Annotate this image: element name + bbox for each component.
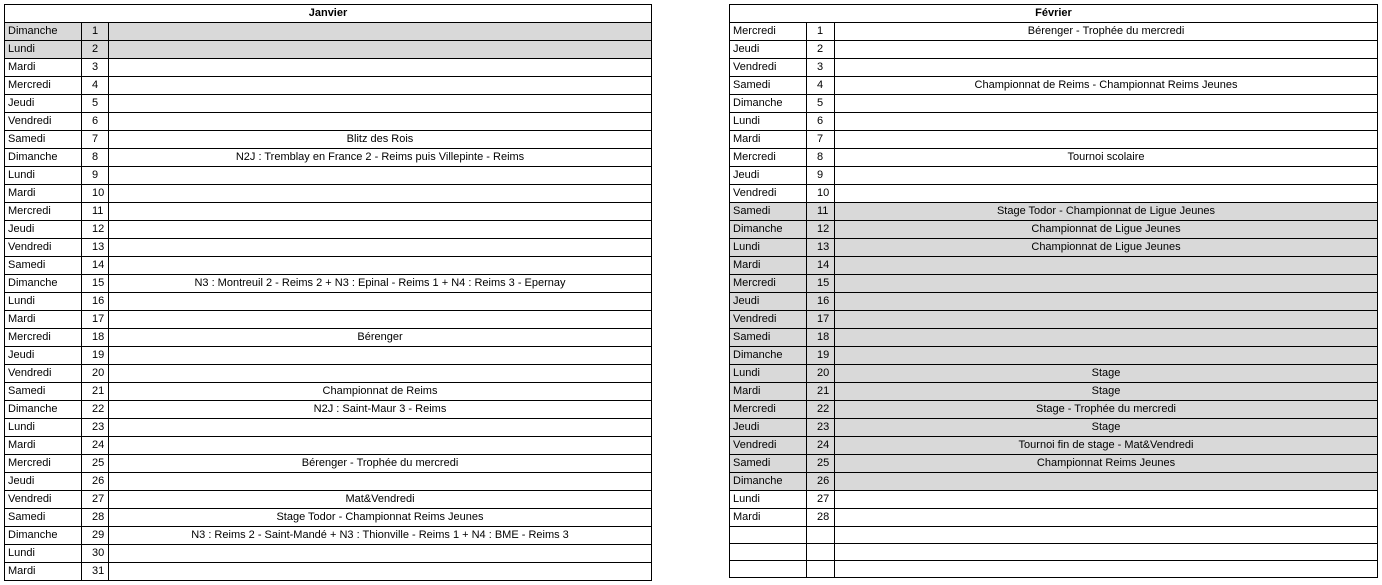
day-name-cell[interactable]: Vendredi (730, 59, 807, 77)
day-number-cell[interactable]: 3 (807, 59, 835, 77)
day-name-cell[interactable]: Samedi (730, 77, 807, 95)
day-number-cell[interactable]: 12 (82, 221, 109, 239)
calendar-row (730, 401, 1378, 419)
event-cell[interactable] (835, 167, 1378, 185)
day-number-cell[interactable]: 13 (82, 239, 109, 257)
calendar-row (5, 347, 652, 365)
day-name-cell[interactable]: Dimanche (5, 149, 82, 167)
event-cell[interactable]: Championnat de Ligue Jeunes (835, 221, 1378, 239)
event-cell[interactable] (109, 473, 652, 491)
event-cell[interactable] (109, 347, 652, 365)
calendar-row (730, 419, 1378, 437)
calendar-row (730, 149, 1378, 167)
day-name-cell[interactable]: Jeudi (730, 41, 807, 59)
calendar-row (5, 437, 652, 455)
day-number-cell[interactable]: 11 (82, 203, 109, 221)
day-name-cell[interactable]: Vendredi (5, 113, 82, 131)
day-number-cell[interactable] (807, 544, 835, 561)
day-name-cell[interactable]: Samedi (730, 329, 807, 347)
day-name-cell[interactable]: Lundi (5, 167, 82, 185)
calendar-row (5, 563, 652, 581)
day-number-cell[interactable]: 9 (807, 167, 835, 185)
day-number-cell[interactable]: 14 (82, 257, 109, 275)
calendar-row (730, 77, 1378, 95)
event-cell[interactable]: Bérenger - Trophée du mercredi (835, 23, 1378, 41)
day-number-cell[interactable]: 5 (807, 95, 835, 113)
calendar-row (730, 509, 1378, 527)
calendar-row (5, 59, 652, 77)
event-cell[interactable]: Stage Todor - Championnat Reims Jeunes (109, 509, 652, 527)
event-cell[interactable] (835, 491, 1378, 509)
day-name-cell[interactable]: Lundi (730, 491, 807, 509)
day-name-cell[interactable]: Mardi (5, 311, 82, 329)
day-number-cell[interactable]: 20 (82, 365, 109, 383)
day-number-cell[interactable] (807, 561, 835, 578)
event-cell[interactable] (109, 167, 652, 185)
calendar-row (730, 473, 1378, 491)
calendar-row (5, 527, 652, 545)
day-number-cell[interactable]: 18 (807, 329, 835, 347)
day-name-cell[interactable] (730, 561, 807, 578)
day-number-cell[interactable]: 28 (82, 509, 109, 527)
day-name-cell[interactable]: Mercredi (730, 275, 807, 293)
day-number-cell[interactable]: 16 (807, 293, 835, 311)
event-cell[interactable] (835, 257, 1378, 275)
calendar-row (730, 561, 1378, 578)
day-number-cell[interactable]: 27 (807, 491, 835, 509)
day-number-cell[interactable]: 7 (807, 131, 835, 149)
day-number-cell[interactable]: 9 (82, 167, 109, 185)
day-name-cell[interactable]: Lundi (5, 545, 82, 563)
day-name-cell[interactable]: Mercredi (5, 329, 82, 347)
day-number-cell[interactable]: 4 (807, 77, 835, 95)
day-number-cell[interactable]: 11 (807, 203, 835, 221)
day-name-cell[interactable]: Samedi (730, 455, 807, 473)
calendar-row (5, 365, 652, 383)
event-cell[interactable] (835, 329, 1378, 347)
day-name-cell[interactable]: Dimanche (730, 95, 807, 113)
day-number-cell[interactable]: 15 (82, 275, 109, 293)
day-name-cell[interactable]: Vendredi (730, 437, 807, 455)
calendar-row (730, 95, 1378, 113)
day-number-cell[interactable]: 17 (807, 311, 835, 329)
event-cell[interactable] (109, 185, 652, 203)
day-number-cell[interactable]: 2 (82, 41, 109, 59)
event-cell[interactable] (835, 509, 1378, 527)
day-number-cell[interactable]: 19 (807, 347, 835, 365)
day-number-cell[interactable]: 10 (82, 185, 109, 203)
calendar-row (730, 257, 1378, 275)
calendar-row (5, 545, 652, 563)
calendar-row (5, 131, 652, 149)
day-name-cell[interactable]: Jeudi (5, 347, 82, 365)
calendar-row (5, 185, 652, 203)
event-cell[interactable]: Stage (835, 383, 1378, 401)
day-number-cell[interactable]: 21 (82, 383, 109, 401)
day-number-cell[interactable]: 3 (82, 59, 109, 77)
day-name-cell[interactable]: Dimanche (730, 347, 807, 365)
day-name-cell[interactable]: Lundi (730, 113, 807, 131)
calendar-row (730, 131, 1378, 149)
calendar-row (5, 329, 652, 347)
day-number-cell[interactable]: 12 (807, 221, 835, 239)
month-title-fevrier: Février (730, 5, 1378, 23)
event-cell[interactable]: Championnat Reims Jeunes (835, 455, 1378, 473)
calendar-row (5, 419, 652, 437)
calendar-row (730, 41, 1378, 59)
day-name-cell[interactable]: Mercredi (5, 455, 82, 473)
event-cell[interactable] (835, 347, 1378, 365)
day-number-cell[interactable]: 25 (807, 455, 835, 473)
calendar-row (5, 257, 652, 275)
day-name-cell[interactable]: Mardi (730, 509, 807, 527)
event-cell[interactable]: Tournoi scolaire (835, 149, 1378, 167)
event-cell[interactable] (109, 293, 652, 311)
calendar-row (5, 95, 652, 113)
calendar-row (730, 167, 1378, 185)
event-cell[interactable] (835, 275, 1378, 293)
day-name-cell[interactable]: Samedi (5, 383, 82, 401)
event-cell[interactable] (109, 239, 652, 257)
day-name-cell[interactable]: Lundi (5, 293, 82, 311)
calendar-row (730, 347, 1378, 365)
day-name-cell[interactable]: Mardi (5, 59, 82, 77)
day-name-cell[interactable]: Mardi (5, 185, 82, 203)
day-name-cell[interactable]: Jeudi (730, 167, 807, 185)
event-cell[interactable] (835, 293, 1378, 311)
day-number-cell[interactable]: 26 (807, 473, 835, 491)
day-name-cell[interactable]: Vendredi (730, 311, 807, 329)
day-name-cell[interactable]: Mercredi (5, 203, 82, 221)
event-cell[interactable]: Bérenger - Trophée du mercredi (109, 455, 652, 473)
day-number-cell[interactable]: 10 (807, 185, 835, 203)
day-number-cell[interactable]: 24 (82, 437, 109, 455)
day-name-cell[interactable]: Samedi (5, 131, 82, 149)
day-number-cell[interactable]: 31 (82, 563, 109, 581)
day-name-cell[interactable]: Samedi (5, 509, 82, 527)
event-cell[interactable]: Championnat de Reims - Championnat Reims Jeunes (835, 77, 1378, 95)
event-cell[interactable]: Championnat de Ligue Jeunes (835, 239, 1378, 257)
day-name-cell[interactable]: Mardi (730, 383, 807, 401)
event-cell[interactable] (109, 365, 652, 383)
event-cell[interactable] (109, 59, 652, 77)
event-cell[interactable] (109, 41, 652, 59)
day-name-cell[interactable]: Mardi (730, 131, 807, 149)
event-cell[interactable]: Tournoi fin de stage - Mat&Vendredi (835, 437, 1378, 455)
day-number-cell[interactable]: 8 (82, 149, 109, 167)
event-cell[interactable] (109, 545, 652, 563)
day-number-cell[interactable]: 25 (82, 455, 109, 473)
day-number-cell[interactable]: 20 (807, 365, 835, 383)
event-cell[interactable]: N3 : Montreuil 2 - Reims 2 + N3 : Epinal - Reims 1 + N4 : Reims 3 - Epernay (109, 275, 652, 293)
day-number-cell[interactable]: 4 (82, 77, 109, 95)
day-number-cell[interactable]: 18 (82, 329, 109, 347)
calendar-row (5, 311, 652, 329)
calendar-row (5, 455, 652, 473)
event-cell[interactable] (109, 437, 652, 455)
calendar-row (5, 113, 652, 131)
calendar-row (5, 473, 652, 491)
calendar-row (5, 239, 652, 257)
day-number-cell[interactable]: 28 (807, 509, 835, 527)
calendar-row (5, 167, 652, 185)
calendar-row (730, 491, 1378, 509)
calendar-row (5, 401, 652, 419)
day-number-cell[interactable]: 22 (807, 401, 835, 419)
event-cell[interactable] (835, 544, 1378, 561)
calendar-row (730, 383, 1378, 401)
event-cell[interactable]: N3 : Reims 2 - Saint-Mandé + N3 : Thionville - Reims 1 + N4 : BME - Reims 3 (109, 527, 652, 545)
day-number-cell[interactable]: 26 (82, 473, 109, 491)
day-number-cell[interactable]: 13 (807, 239, 835, 257)
day-name-cell[interactable]: Lundi (730, 239, 807, 257)
event-cell[interactable]: Mat&Vendredi (109, 491, 652, 509)
day-number-cell[interactable]: 19 (82, 347, 109, 365)
event-cell[interactable] (835, 473, 1378, 491)
day-name-cell[interactable]: Samedi (730, 203, 807, 221)
day-name-cell[interactable]: Vendredi (5, 239, 82, 257)
day-name-cell[interactable]: Dimanche (5, 275, 82, 293)
calendar-row (5, 509, 652, 527)
day-number-cell[interactable]: 14 (807, 257, 835, 275)
calendar-row (5, 23, 652, 41)
event-cell[interactable] (109, 311, 652, 329)
day-name-cell[interactable] (730, 544, 807, 561)
day-name-cell[interactable]: Vendredi (5, 365, 82, 383)
event-cell[interactable]: N2J : Tremblay en France 2 - Reims puis Villepinte - Reims (109, 149, 652, 167)
day-number-cell[interactable]: 6 (807, 113, 835, 131)
calendar-row (730, 455, 1378, 473)
event-cell[interactable] (109, 257, 652, 275)
day-name-cell[interactable]: Jeudi (730, 293, 807, 311)
calendar-row (5, 275, 652, 293)
calendar-row (730, 23, 1378, 41)
calendar-row (5, 221, 652, 239)
calendar-row (730, 221, 1378, 239)
event-cell[interactable] (835, 95, 1378, 113)
day-number-cell[interactable]: 1 (82, 23, 109, 41)
event-cell[interactable] (109, 419, 652, 437)
event-cell[interactable]: Blitz des Rois (109, 131, 652, 149)
day-number-cell[interactable]: 8 (807, 149, 835, 167)
event-cell[interactable] (109, 563, 652, 581)
event-cell[interactable]: Stage - Trophée du mercredi (835, 401, 1378, 419)
day-name-cell[interactable]: Mardi (730, 257, 807, 275)
calendar-row (730, 329, 1378, 347)
event-cell[interactable] (835, 561, 1378, 578)
calendar-row (5, 383, 652, 401)
calendar-row (5, 41, 652, 59)
day-name-cell[interactable]: Dimanche (730, 473, 807, 491)
day-name-cell[interactable]: Lundi (730, 365, 807, 383)
day-number-cell[interactable]: 2 (807, 41, 835, 59)
day-number-cell[interactable]: 6 (82, 113, 109, 131)
event-cell[interactable] (835, 527, 1378, 544)
day-name-cell[interactable]: Mercredi (730, 401, 807, 419)
day-name-cell[interactable]: Vendredi (730, 185, 807, 203)
calendar-row (730, 185, 1378, 203)
calendar-row (5, 203, 652, 221)
event-cell[interactable] (835, 113, 1378, 131)
day-number-cell[interactable]: 23 (82, 419, 109, 437)
calendar-row (5, 149, 652, 167)
day-number-cell[interactable]: 15 (807, 275, 835, 293)
event-cell[interactable] (109, 23, 652, 41)
event-cell[interactable] (835, 59, 1378, 77)
event-cell[interactable] (835, 311, 1378, 329)
event-cell[interactable] (109, 221, 652, 239)
event-cell[interactable] (109, 203, 652, 221)
event-cell[interactable]: Bérenger (109, 329, 652, 347)
day-number-cell[interactable]: 22 (82, 401, 109, 419)
calendar-row (730, 293, 1378, 311)
day-number-cell[interactable]: 24 (807, 437, 835, 455)
event-cell[interactable] (109, 95, 652, 113)
event-cell[interactable] (835, 185, 1378, 203)
calendar-row (730, 275, 1378, 293)
day-number-cell[interactable]: 23 (807, 419, 835, 437)
day-name-cell[interactable]: Dimanche (5, 527, 82, 545)
calendar-row (730, 113, 1378, 131)
calendar-row (730, 544, 1378, 561)
day-name-cell[interactable]: Mercredi (5, 77, 82, 95)
day-name-cell[interactable]: Mercredi (730, 149, 807, 167)
day-name-cell[interactable]: Mardi (5, 563, 82, 581)
calendar-row (730, 239, 1378, 257)
day-number-cell[interactable]: 7 (82, 131, 109, 149)
event-cell[interactable]: Stage (835, 365, 1378, 383)
day-name-cell[interactable] (730, 527, 807, 544)
event-cell[interactable]: N2J : Saint-Maur 3 - Reims (109, 401, 652, 419)
calendar-row (730, 437, 1378, 455)
day-number-cell[interactable]: 27 (82, 491, 109, 509)
day-number-cell[interactable]: 29 (82, 527, 109, 545)
day-name-cell[interactable]: Mercredi (730, 23, 807, 41)
event-cell[interactable] (109, 113, 652, 131)
day-number-cell[interactable]: 5 (82, 95, 109, 113)
day-name-cell[interactable]: Vendredi (5, 491, 82, 509)
event-cell[interactable] (835, 131, 1378, 149)
day-name-cell[interactable]: Jeudi (5, 221, 82, 239)
day-name-cell[interactable]: Dimanche (5, 23, 82, 41)
february-table (729, 4, 1378, 578)
event-cell[interactable] (835, 41, 1378, 59)
event-cell[interactable]: Championnat de Reims (109, 383, 652, 401)
calendar-row (5, 293, 652, 311)
calendar-row (730, 365, 1378, 383)
event-cell[interactable]: Stage Todor - Championnat de Ligue Jeunes (835, 203, 1378, 221)
calendar-row (730, 203, 1378, 221)
day-name-cell[interactable]: Jeudi (5, 473, 82, 491)
day-number-cell[interactable]: 1 (807, 23, 835, 41)
month-title-janvier: Janvier (5, 5, 652, 23)
day-name-cell[interactable]: Lundi (5, 419, 82, 437)
calendar-row (730, 527, 1378, 544)
calendar-row (730, 59, 1378, 77)
day-name-cell[interactable]: Samedi (5, 257, 82, 275)
day-name-cell[interactable]: Dimanche (730, 221, 807, 239)
day-name-cell[interactable]: Lundi (5, 41, 82, 59)
day-number-cell[interactable]: 21 (807, 383, 835, 401)
day-number-cell[interactable]: 30 (82, 545, 109, 563)
event-cell[interactable] (109, 77, 652, 95)
january-table (4, 4, 652, 581)
day-name-cell[interactable]: Dimanche (5, 401, 82, 419)
day-name-cell[interactable]: Mardi (5, 437, 82, 455)
calendar-row (5, 491, 652, 509)
day-name-cell[interactable]: Jeudi (730, 419, 807, 437)
day-name-cell[interactable]: Jeudi (5, 95, 82, 113)
calendar-row (730, 311, 1378, 329)
day-number-cell[interactable]: 16 (82, 293, 109, 311)
calendar-row (5, 77, 652, 95)
event-cell[interactable]: Stage (835, 419, 1378, 437)
day-number-cell[interactable] (807, 527, 835, 544)
day-number-cell[interactable]: 17 (82, 311, 109, 329)
